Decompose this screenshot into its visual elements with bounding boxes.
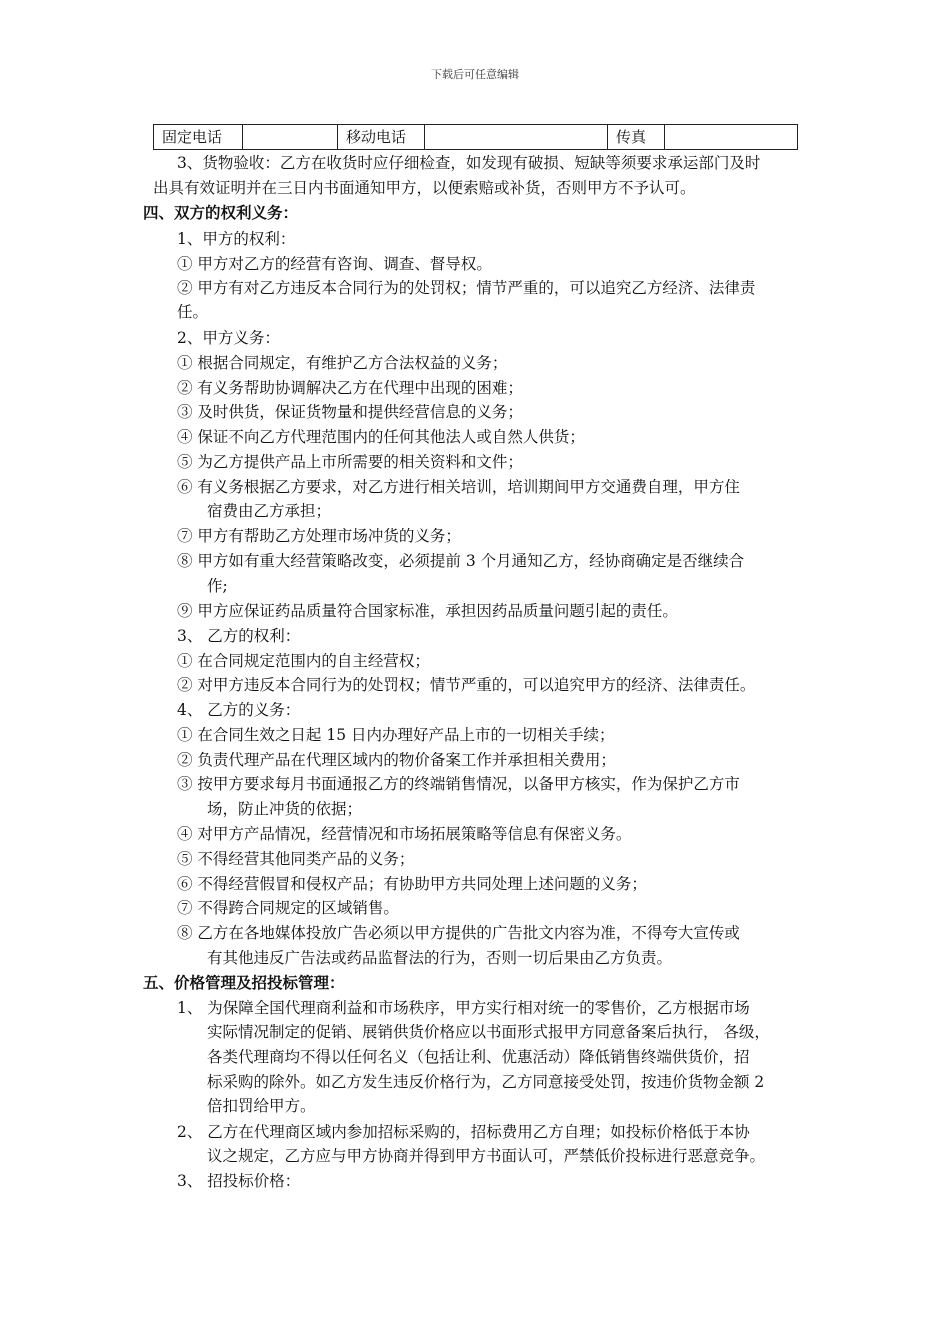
section-5-title: 五、价格管理及招投标管理： (143, 973, 345, 992)
list-item: 1、 为保障全国代理商利益和市场秩序，甲方实行相对统一的零售价，乙方根据市场 (177, 999, 750, 1017)
list-item-cont: 倍扣罚给甲方。 (207, 1097, 316, 1115)
list-item: ② 负责代理产品在代理区域内的物价备案工作并承担相关费用； (177, 751, 616, 769)
mobile-value (425, 125, 608, 150)
section-4-title: 四、双方的权利义务： (143, 203, 299, 222)
list-item: ① 甲方对乙方的经营有咨询、调查、督导权。 (177, 255, 492, 273)
party-b-duties-title: 4、 乙方的义务： (177, 701, 301, 719)
list-item: ⑤ 为乙方提供产品上市所需要的相关资料和文件； (177, 453, 523, 471)
list-item-cont: 议之规定，乙方应与甲方协商并得到甲方书面认可，严禁低价投标进行恶意竞争。 (207, 1147, 766, 1165)
list-item: 3、 招投标价格： (177, 1172, 301, 1190)
fax-label: 传真 (608, 125, 665, 150)
party-a-rights-title: 1、甲方的权利： (177, 230, 296, 248)
list-item-cont: 作; (207, 577, 228, 595)
list-item-cont: 实际情况制定的促销、展销供货价格应以书面形式报甲方同意备案后执行， 各级， (207, 1023, 770, 1041)
list-item: ① 根据合同规定，有维护乙方合法权益的义务； (177, 354, 508, 372)
list-item: ③ 及时供货，保证货物量和提供经营信息的义务； (177, 403, 523, 421)
list-item: ⑧ 甲方如有重大经营策略改变，必须提前 3 个月通知乙方，经协商确定是否继续合 (177, 552, 745, 570)
list-item-cont: 有其他违反广告法或药品监督法的行为，否则一切后果由乙方负责。 (207, 949, 673, 967)
list-item: ① 在合同规定范围内的自主经营权； (177, 652, 430, 670)
list-item: ④ 对甲方产品情况，经营情况和市场拓展策略等信息有保密义务。 (177, 825, 632, 843)
list-item: ③ 按甲方要求每月书面通报乙方的终端销售情况，以备甲方核实，作为保护乙方市 (177, 775, 740, 793)
list-item: ⑥ 不得经营假冒和侵权产品；有协助甲方共同处理上述问题的义务； (177, 875, 647, 893)
goods-inspection-line2: 出具有效证明并在三日内书面通知甲方，以便索赔或补货，否则甲方不予认可。 (153, 179, 696, 197)
list-item: ② 对甲方违反本合同行为的处罚权；情节严重的，可以追究甲方的经济、法律责任。 (177, 676, 756, 694)
list-item: ⑦ 甲方有帮助乙方处理市场冲货的义务； (177, 527, 461, 545)
list-item-cont: 各类代理商均不得以任何名义（包括让利、优惠活动）降低销售终端供货价，招 (207, 1048, 750, 1066)
phone-value (243, 125, 338, 150)
party-a-duties-title: 2、甲方义务： (177, 329, 280, 347)
mobile-label: 移动电话 (338, 125, 425, 150)
phone-label: 固定电话 (154, 125, 243, 150)
list-item: ⑥ 有义务根据乙方要求，对乙方进行相关培训，培训期间甲方交通费自理，甲方住 (177, 478, 740, 496)
list-item-cont: 标采购的除外。如乙方发生违反价格行为，乙方同意接受处罚，按违价货物金额 2 (207, 1073, 765, 1091)
list-item-cont: 场，防止冲货的依据； (207, 800, 363, 818)
party-b-rights-title: 3、 乙方的权利： (177, 627, 301, 645)
list-item: ⑧ 乙方在各地媒体投放广告必须以甲方提供的广告批文内容为准，不得夸大宣传或 (177, 924, 740, 942)
contact-table (153, 124, 798, 150)
list-item: ⑦ 不得跨合同规定的区域销售。 (177, 899, 399, 917)
list-item: 2、 乙方在代理商区域内参加招标采购的，招标费用乙方自理；如投标价格低于本协 (177, 1123, 750, 1141)
fax-value (665, 125, 798, 150)
list-item: ② 甲方有对乙方违反本合同行为的处罚权；情节严重的，可以追究乙方经济、法律责 (177, 279, 756, 297)
list-item: ① 在合同生效之日起 15 日内办理好产品上市的一切相关手续； (177, 726, 615, 744)
list-item-cont: 任。 (177, 303, 209, 321)
list-item: ② 有义务帮助协调解决乙方在代理中出现的困难； (177, 379, 523, 397)
list-item: ④ 保证不向乙方代理范围内的任何其他法人或自然人供货； (177, 428, 585, 446)
table-row (154, 125, 798, 150)
page-header: 下载后可任意编辑 (431, 68, 519, 81)
list-item-cont: 宿费由乙方承担； (207, 502, 332, 520)
list-item: ⑤ 不得经营其他同类产品的义务； (177, 850, 415, 868)
list-item: ⑨ 甲方应保证药品质量符合国家标准，承担因药品质量问题引起的责任。 (177, 602, 678, 620)
goods-inspection-line1: 3、货物验收：乙方在收货时应仔细检查，如发现有破损、短缺等须要求承运部门及时 (177, 154, 761, 172)
